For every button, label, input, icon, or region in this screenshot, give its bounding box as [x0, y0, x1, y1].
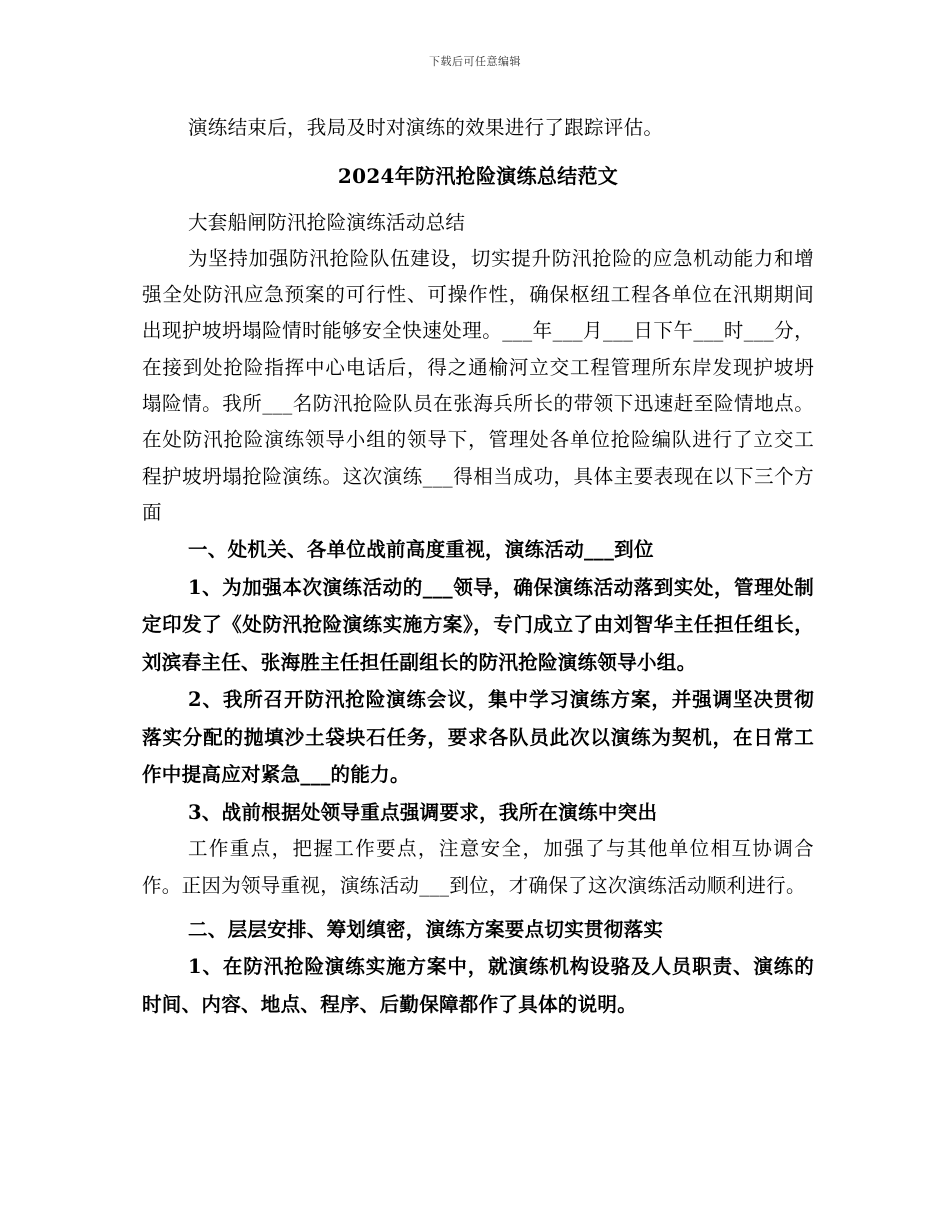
header-watermark: 下载后可任意编辑 [429, 55, 521, 68]
paragraph-subtitle: 大套船闸防汛抢险演练活动总结 [188, 210, 466, 234]
paragraph-item-1: 1、为加强本次演练活动的___领导，确保演练活动落到实处，管理处制定印发了《处防汛抢险演练实施方案》，专门成立了由刘智华主任担任组长，刘滨春主任、张海胜主任担任副组长的防汛抢险演练领导小组。 [142, 575, 814, 674]
section-heading-1: 一、处机关、各单位战前高度重视，演练活动___到位 [188, 538, 654, 562]
document-body [142, 110, 814, 1023]
paragraph-closing: 演练结束后，我局及时对演练的效果进行了跟踪评估。 [188, 116, 664, 139]
paragraph-section-2-item-1: 1、在防汛抢险演练实施方案中，就演练机构设骆及人员职责、演练的时间、内容、地点、程序、后勤保障都作了具体的说明。 [142, 955, 814, 1016]
document-title: 2024年防汛抢险演练总结范文 [337, 164, 619, 189]
paragraph-intro: 为坚持加强防汛抢险队伍建设，切实提升防汛抢险的应急机动能力和增强全处防汛应急预案的可行性、可操作性，确保枢纽工程各单位在汛期期间出现护坡坍塌险情时能够安全快速处理。___年___月___日下午___时___分，在接到处抢险指挥中心电话后，得之通榆河立交工程管理所东岸发现护坡坍塌险情。我所___名防汛抢险队员在张海兵所长的带领下迅速赶至险情地点。在处防汛抢险演练领导小组的领导下，管理处各单位抢险编队进行了立交工程护坡坍塌抢险演练。这次演练___得相当成功，具体主要表现在以下三个方面 [142, 246, 814, 524]
paragraph-item-3: 3、战前根据处领导重点强调要求，我所在演练中突出 [188, 800, 658, 824]
paragraph-item-2: 2、我所召开防汛抢险演练会议，集中学习演练方案，并强调坚决贯彻落实分配的抛填沙土袋块石任务，要求各队员此次以演练为契机，在日常工作中提高应对紧急___的能力。 [142, 688, 814, 787]
section-heading-2: 二、层层安排、筹划缜密，演练方案要点切实贯彻落实 [188, 917, 664, 941]
paragraph-item-3-continued: 工作重点，把握工作要点，注意安全，加强了与其他单位相互协调合作。正因为领导重视，演练活动___到位，才确保了这次演练活动顺利进行。 [142, 837, 814, 897]
